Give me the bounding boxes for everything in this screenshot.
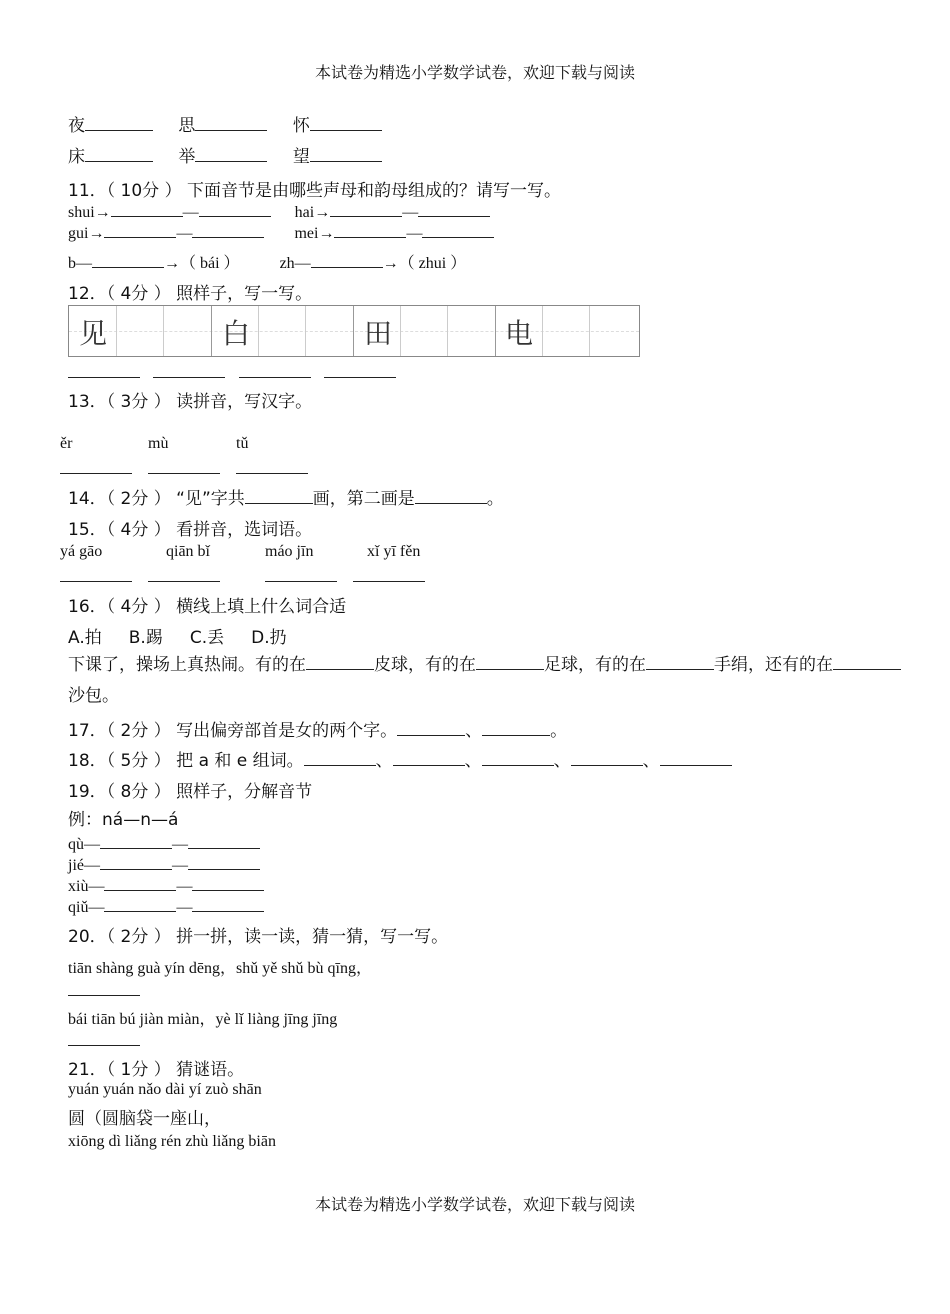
answer-blank[interactable] (195, 147, 267, 162)
grid-cell (447, 306, 495, 356)
question-11-title: 11．（ 10分 ） 下面音节是由哪些声母和韵母组成的？请写一写。 (68, 181, 561, 201)
dash: — (176, 225, 193, 242)
syllable-label: mei→ (294, 225, 335, 242)
answer-blank[interactable] (68, 995, 140, 996)
answer-blank[interactable] (195, 116, 267, 131)
answer-blank[interactable] (60, 581, 132, 582)
separator: 、 (553, 751, 571, 771)
char-label: 夜 (68, 116, 85, 136)
separator: 、 (465, 721, 483, 741)
riddle-line: 圆（圆脑袋一座山， (68, 1109, 221, 1129)
answer-blank[interactable] (324, 377, 396, 378)
answer-blank[interactable] (192, 897, 264, 912)
pinyin-line: tiān shàng guà yín dēng，shǔ yě shǔ bù qīng， (68, 960, 372, 977)
answer-blank[interactable] (111, 202, 183, 217)
pinyin-item: mù (148, 435, 169, 452)
answer-blank[interactable] (104, 897, 176, 912)
question-16-options: A.拍 B.踢 C.丢 D.扔 (68, 628, 287, 648)
question-14-text: 。 (486, 489, 504, 509)
question-13-title: 13．（ 3分 ） 读拼音，写汉字。 (68, 392, 313, 412)
dash: — (406, 225, 423, 242)
pinyin-item: ěr (60, 435, 73, 452)
answer-blank[interactable] (192, 876, 264, 891)
answer-blank[interactable] (199, 202, 271, 217)
grid-cell (116, 306, 164, 356)
question-15-title: 15．（ 4分 ） 看拼音，选词语。 (68, 520, 313, 540)
question-19-example: 例：ná—n—á (68, 810, 179, 830)
question-16-title: 16．（ 4分 ） 横线上填上什么词合适 (68, 597, 347, 617)
answer-blank[interactable] (334, 223, 406, 238)
answer-blank[interactable] (148, 581, 220, 582)
dash: — (176, 899, 193, 916)
question-16-sentence-end: 沙包。 (68, 686, 119, 706)
answer-blank[interactable] (304, 751, 376, 766)
q19-row (68, 897, 264, 917)
answer-blank[interactable] (104, 876, 176, 891)
answer-blank[interactable] (100, 855, 172, 870)
pinyin-line: xiōng dì liǎng rén zhù liǎng biān (68, 1133, 276, 1150)
sentence-part: 足球，有的在 (544, 655, 646, 675)
pinyin-item: tǔ (236, 435, 249, 452)
sentence-part: 手绢，还有的在 (714, 655, 833, 675)
answer-blank[interactable] (330, 202, 402, 217)
syllable-hint: →（ zhui ） (382, 255, 467, 272)
answer-blank[interactable] (310, 147, 382, 162)
answer-blank[interactable] (236, 473, 308, 474)
answer-blank[interactable] (68, 377, 140, 378)
pinyin-item: xǐ yī fěn (367, 543, 421, 560)
question-12-title: 12．（ 4分 ） 照样子，写一写。 (68, 284, 313, 304)
question-16-sentence (68, 650, 901, 675)
answer-blank[interactable] (92, 253, 164, 268)
question-14 (68, 484, 504, 509)
sentence-part: 下课了，操场上真热闹。有的在 (68, 655, 306, 675)
grid-cell (542, 306, 590, 356)
syllable-label: b— (68, 255, 92, 272)
answer-blank[interactable] (245, 489, 313, 504)
pinyin-item: máo jīn (265, 543, 314, 560)
syllable-label: hai→ (294, 204, 331, 221)
char-label: 望 (292, 147, 310, 167)
answer-blank[interactable] (60, 473, 132, 474)
answer-blank[interactable] (415, 489, 487, 504)
dash: — (182, 204, 199, 221)
grid-cell (400, 306, 448, 356)
q19-row (68, 855, 260, 875)
answer-blank[interactable] (148, 473, 220, 474)
page-footer: 本试卷为精选小学数学试卷，欢迎下载与阅读 (314, 1195, 635, 1214)
answer-blank[interactable] (188, 855, 260, 870)
answer-blank[interactable] (571, 751, 643, 766)
answer-blank[interactable] (265, 581, 337, 582)
question-21-title: 21．（ 1分 ） 猜谜语。 (68, 1060, 245, 1080)
pinyin-item: qiān bǐ (166, 543, 210, 560)
answer-blank[interactable] (104, 223, 176, 238)
char-label: 举 (178, 147, 196, 167)
question-20-title: 20．（ 2分 ） 拼一拼，读一读，猜一猜，写一写。 (68, 927, 449, 947)
answer-blank[interactable] (192, 223, 264, 238)
q11-row-1 (68, 202, 490, 222)
grid-cell (163, 306, 211, 356)
syllable-label: zh— (279, 255, 311, 272)
answer-blank[interactable] (482, 751, 554, 766)
answer-blank[interactable] (422, 223, 494, 238)
sentence-part: 皮球，有的在 (374, 655, 476, 675)
syllable-label: jié— (68, 857, 100, 874)
answer-blank[interactable] (353, 581, 425, 582)
separator: 、 (464, 751, 482, 771)
answer-blank[interactable] (100, 834, 172, 849)
syllable-label: gui→ (68, 225, 105, 242)
answer-blank[interactable] (646, 655, 714, 670)
answer-blank[interactable] (311, 253, 383, 268)
separator: 、 (642, 751, 660, 771)
dash: — (172, 857, 188, 874)
question-14-text: 14．（ 2分 ） “见”字共 (68, 489, 245, 509)
answer-blank[interactable] (397, 721, 465, 736)
grid-char: 白 (222, 317, 251, 350)
syllable-label: qiǔ— (68, 899, 105, 916)
char-row-2 (68, 142, 382, 167)
grid-cell (258, 306, 306, 356)
question-17-title: 17．（ 2分 ） 写出偏旁部首是女的两个字。 (68, 721, 398, 741)
char-label: 思 (178, 116, 196, 136)
pinyin-item: yá gāo (60, 543, 103, 560)
answer-blank[interactable] (85, 147, 153, 162)
answer-blank[interactable] (188, 834, 260, 849)
question-18 (68, 746, 732, 771)
pinyin-line: bái tiān bú jiàn miàn，yè lǐ liàng jīng jīng (68, 1011, 338, 1028)
q11-row-3 (68, 250, 466, 273)
dash: — (172, 836, 188, 853)
answer-blank[interactable] (239, 377, 311, 378)
page-header: 本试卷为精选小学数学试卷，欢迎下载与阅读 (314, 63, 635, 82)
syllable-label: qù— (68, 836, 100, 853)
question-17 (68, 716, 567, 741)
char-label: 怀 (292, 116, 310, 136)
syllable-label: xiù— (68, 878, 105, 895)
answer-blank[interactable] (153, 377, 225, 378)
question-18-title: 18．（ 5分 ） 把 a 和 e 组词。 (68, 751, 304, 771)
answer-blank[interactable] (68, 1045, 140, 1046)
q19-row (68, 834, 260, 854)
pinyin-line: yuán yuán nǎo dài yí zuò shān (68, 1081, 262, 1098)
separator: 、 (375, 751, 393, 771)
answer-blank[interactable] (310, 116, 382, 131)
answer-blank[interactable] (833, 655, 901, 670)
dash: — (402, 204, 419, 221)
answer-blank[interactable] (306, 655, 374, 670)
answer-blank[interactable] (482, 721, 550, 736)
syllable-label: shui→ (68, 204, 111, 221)
grid-cell (305, 306, 353, 356)
grid-char: 见 (79, 317, 108, 350)
answer-blank[interactable] (85, 116, 153, 131)
dash: — (176, 878, 193, 895)
question-14-text: 画，第二画是 (312, 489, 415, 509)
answer-blank[interactable] (660, 751, 732, 766)
answer-blank[interactable] (476, 655, 544, 670)
char-row-1 (68, 111, 382, 136)
q11-row-2 (68, 223, 494, 243)
q19-row (68, 876, 264, 896)
question-19-title: 19．（ 8分 ） 照样子，分解音节 (68, 782, 313, 802)
answer-blank[interactable] (393, 751, 465, 766)
answer-blank[interactable] (418, 202, 490, 217)
grid-cell (589, 306, 637, 356)
writing-grid (68, 305, 640, 357)
grid-char: 田 (364, 317, 393, 350)
period: 。 (550, 721, 568, 741)
grid-char: 电 (505, 317, 534, 350)
char-label: 床 (68, 147, 85, 167)
syllable-hint: →（ bái ） (164, 255, 240, 272)
